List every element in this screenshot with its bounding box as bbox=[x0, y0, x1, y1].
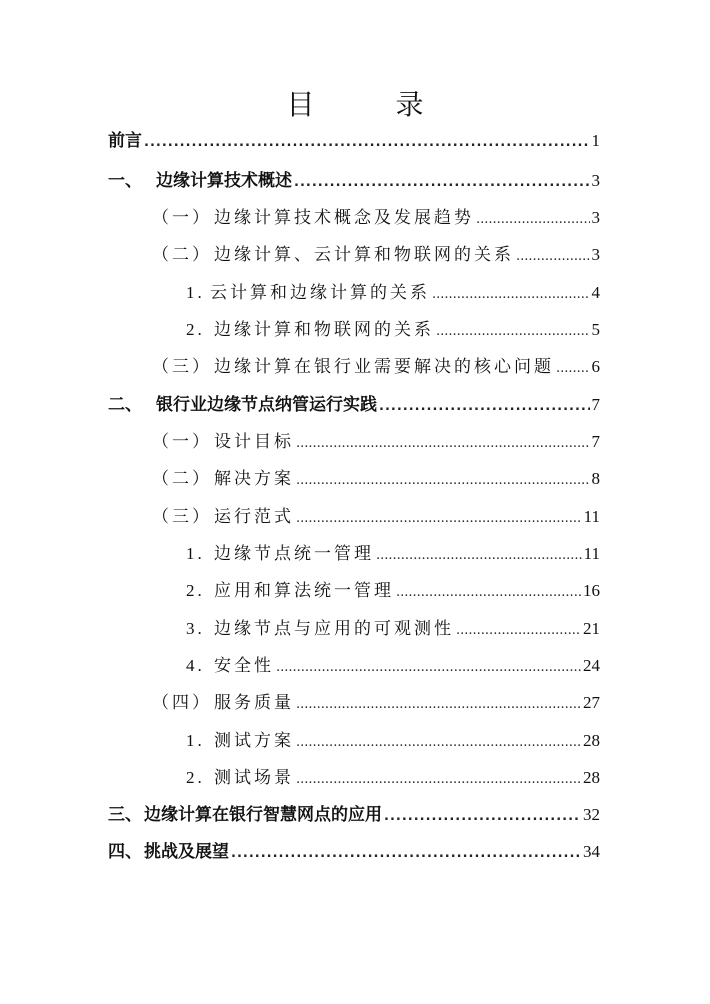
toc-entry-label: 边缘计算、云计算和物联网的关系 bbox=[214, 245, 514, 265]
toc-entry-subsection-2-3-3[interactable] bbox=[186, 616, 600, 642]
dot-leader bbox=[296, 692, 581, 718]
toc-entry-number: 2. bbox=[186, 320, 205, 339]
toc-entry-label: 运行范式 bbox=[214, 507, 294, 527]
toc-entry-number: （二） bbox=[152, 245, 212, 264]
toc-entry-label: 边缘节点统一管理 bbox=[214, 544, 374, 564]
toc-entry-number: 3. bbox=[186, 619, 205, 638]
toc-entry-label: 银行业边缘节点纳管运行实践 bbox=[156, 395, 377, 415]
toc-entry-number: 4. bbox=[186, 656, 205, 675]
toc-entry-subsection-2-3-4[interactable] bbox=[186, 653, 600, 679]
dot-leader bbox=[231, 841, 581, 867]
toc-page-number: 24 bbox=[583, 656, 600, 675]
toc-entry-number: （一） bbox=[152, 432, 212, 451]
toc-page-number: 8 bbox=[591, 469, 600, 488]
toc-entry-subsection-2-4-2[interactable] bbox=[186, 765, 600, 791]
toc-entry-subsection-2-3-2[interactable] bbox=[186, 578, 600, 604]
toc-entry-subsection-1-2-1[interactable] bbox=[186, 280, 600, 306]
toc-page-number: 3 bbox=[591, 171, 600, 190]
dot-leader bbox=[296, 468, 590, 494]
toc-entry-number: 2. bbox=[186, 581, 205, 600]
toc-entry-number: 2. bbox=[186, 768, 205, 787]
dot-leader bbox=[384, 804, 581, 830]
dot-leader bbox=[476, 207, 590, 233]
dot-leader bbox=[456, 618, 581, 644]
toc-entry-number: 1. bbox=[186, 731, 205, 750]
toc-page-number: 4 bbox=[591, 283, 600, 302]
dot-leader bbox=[296, 506, 582, 532]
toc-entry-chapter-4[interactable] bbox=[108, 839, 600, 865]
toc-entry-label: 边缘计算技术概念及发展趋势 bbox=[214, 208, 474, 228]
toc-page-number: 11 bbox=[583, 544, 600, 563]
toc-page-number: 3 bbox=[591, 208, 600, 227]
dot-leader bbox=[294, 170, 590, 196]
toc-entry-label: 边缘计算在银行业需要解决的核心问题 bbox=[214, 357, 554, 377]
toc-entry-section-2-3[interactable] bbox=[152, 504, 600, 530]
dot-leader bbox=[432, 282, 590, 308]
toc-entry-label: 云计算和边缘计算的关系 bbox=[210, 283, 430, 303]
dot-leader bbox=[144, 130, 590, 156]
toc-entry-preface[interactable] bbox=[108, 128, 600, 154]
toc-page-number: 7 bbox=[591, 432, 600, 451]
toc-entry-section-2-2[interactable] bbox=[152, 466, 600, 492]
toc-page-number: 1 bbox=[591, 131, 600, 150]
toc-page-number: 11 bbox=[583, 507, 600, 526]
toc-entry-label: 边缘计算在银行智慧网点的应用 bbox=[144, 805, 382, 825]
toc-entry-chapter-3[interactable] bbox=[108, 802, 600, 828]
dot-leader bbox=[276, 655, 581, 681]
toc-page-number: 28 bbox=[583, 768, 600, 787]
toc-entry-section-1-1[interactable] bbox=[152, 205, 600, 231]
dot-leader bbox=[379, 394, 590, 420]
toc-page-number: 3 bbox=[591, 245, 600, 264]
toc-entry-number: 四、 bbox=[108, 842, 142, 862]
dot-leader bbox=[556, 356, 590, 382]
toc-entry-section-2-1[interactable] bbox=[152, 429, 600, 455]
toc-entry-section-2-4[interactable] bbox=[152, 690, 600, 716]
toc-entry-subsection-2-4-1[interactable] bbox=[186, 728, 600, 754]
toc-page-number: 32 bbox=[583, 805, 600, 824]
toc-page-number: 27 bbox=[583, 693, 600, 712]
toc-entry-number: （四） bbox=[152, 693, 212, 712]
toc-entry-subsection-2-3-1[interactable] bbox=[186, 541, 600, 567]
toc-entry-label: 测试场景 bbox=[214, 768, 294, 788]
toc-entry-label: 测试方案 bbox=[214, 731, 294, 751]
dot-leader bbox=[296, 730, 581, 756]
toc-entry-label: 应用和算法统一管理 bbox=[214, 581, 394, 601]
toc-entry-label: 解决方案 bbox=[214, 469, 294, 489]
toc-entry-number: 二、 bbox=[108, 395, 142, 415]
dot-leader bbox=[516, 244, 590, 270]
toc-entry-chapter-1[interactable] bbox=[108, 168, 600, 194]
toc-entry-label: 设计目标 bbox=[214, 432, 294, 452]
toc-entry-number: （三） bbox=[152, 357, 212, 376]
toc-page-number: 34 bbox=[583, 842, 600, 861]
toc-entry-label: 前言 bbox=[108, 131, 142, 151]
toc-page-number: 7 bbox=[591, 395, 600, 414]
toc-entry-label: 挑战及展望 bbox=[144, 842, 229, 862]
toc-entry-number: 三、 bbox=[108, 805, 142, 825]
toc-page-number: 21 bbox=[583, 619, 600, 638]
dot-leader bbox=[296, 431, 590, 457]
toc-entry-section-1-3[interactable] bbox=[152, 354, 600, 380]
toc-page-number: 28 bbox=[583, 731, 600, 750]
toc-page-number: 6 bbox=[591, 357, 600, 376]
toc-page-number: 5 bbox=[591, 320, 600, 339]
dot-leader bbox=[436, 319, 590, 345]
toc-entry-number: 1. bbox=[186, 283, 205, 302]
toc-entry-subsection-1-2-2[interactable] bbox=[186, 317, 600, 343]
toc-entry-label: 安全性 bbox=[214, 656, 274, 676]
dot-leader bbox=[296, 767, 581, 793]
dot-leader bbox=[396, 580, 581, 606]
toc-entry-number: 一、 bbox=[108, 171, 142, 191]
toc-entry-number: （三） bbox=[152, 507, 212, 526]
toc-entry-section-1-2[interactable] bbox=[152, 242, 600, 268]
toc-entry-chapter-2[interactable] bbox=[108, 392, 600, 418]
toc-entry-label: 边缘计算技术概述 bbox=[156, 171, 292, 191]
toc-page-number: 16 bbox=[583, 581, 600, 600]
toc-entry-label: 服务质量 bbox=[214, 693, 294, 713]
page-title: 目 录 bbox=[286, 88, 460, 121]
toc-entry-number: 1. bbox=[186, 544, 205, 563]
dot-leader bbox=[376, 543, 582, 569]
toc-entry-number: （二） bbox=[152, 469, 212, 488]
toc-entry-label: 边缘节点与应用的可观测性 bbox=[214, 619, 454, 639]
toc-entry-number: （一） bbox=[152, 208, 212, 227]
toc-entry-label: 边缘计算和物联网的关系 bbox=[214, 320, 434, 340]
